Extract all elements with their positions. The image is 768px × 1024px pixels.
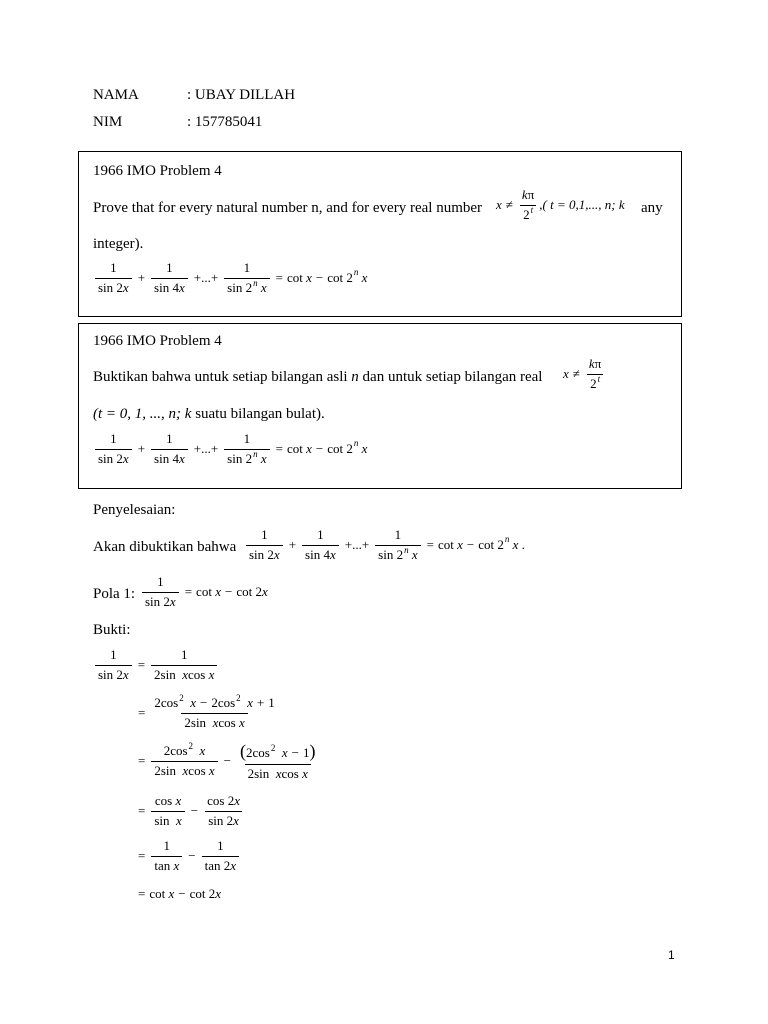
proof-step-2: = $\frac{2\cos^2 x - 2\cos^2 x + 1}{\text{2sin xcos x}}$ [138,693,275,730]
proof-step-1: $\frac{1}{\sin 2x}$ = $\frac{1}{\text{2sin xcos x}}$ [93,647,219,683]
proof-step-4: = $\frac{\text{cos x}}{\text{sin x}}$ − $\frac{\cos 2x}{\sin 2x}$ [138,793,241,828]
problem-title-english: 1966 IMO Problem 4 [93,163,222,179]
proof-step-5: = $\frac{1}{\text{tan x}}$ − $\frac{1}{\tan 2x}$ [138,839,241,874]
proof-step-3: = $\frac{2\cos^2 x}{\text{2sin xcos x}}$ − $\frac{(2\cos^2 x - 1)}{\text{2sin xcos x}}$ [138,740,316,781]
nama-value: : UBAY DILLAH [187,87,296,103]
proof-step-6: = cot x − cot 2 x [138,886,222,901]
problem-statement-indonesian-cont: (t = 0, 1, ..., n; k suatu bilangan bulat). [93,406,325,422]
condition-formula-indonesian: x ≠ $\frac{k\pi}{2^t}$ [563,356,602,391]
problem-title-indonesian: 1966 IMO Problem 4 [93,333,222,349]
nim-value: : 157785041 [187,114,263,130]
proof-label: Bukti: [93,622,131,638]
page-number: 1 [668,948,675,962]
goal-label: Akan dibuktikan bahwa [93,539,237,555]
problem-statement-english: Prove that for every natural number n, and for every real number [93,200,483,216]
identity-formula-indonesian: $\frac{1}{\sin 2x}$ + $\frac{1}{\sin 4x}$ +...+ $\frac{1}{\sin 2^n x}$ = cot x − cot 2 n x [93,431,367,467]
pattern-label: Pola 1: [93,586,136,602]
condition-formula-english: x ≠ $\frac{k\pi}{2^t}$ ,( t = 0,1,..., n; k [496,187,625,222]
goal-formula: $\frac{1}{\sin 2x}$ + $\frac{1}{\sin 4x}$ +...+ $\frac{1}{\sin 2^n x}$ = cot x − cot 2 n x . [244,527,525,563]
problem-statement-english-cont: integer). [93,236,144,252]
problem-statement-indonesian: Buktikan bahwa untuk setiap bilangan asli n dan untuk setiap bilangan real [93,369,543,385]
any-word: any [641,200,663,216]
pattern-formula: $\frac{1}{\sin 2x}$ = cot x − cot 2 x [140,574,268,610]
nama-label: NAMA [93,87,139,103]
identity-formula-english: $\frac{1}{\sin 2x}$ + $\frac{1}{\sin 4x}$ +...+ $\frac{1}{\sin 2^n x}$ = cot x − cot 2 n x [93,260,367,296]
nim-label: NIM [93,114,123,130]
solution-heading: Penyelesaian: [93,502,176,518]
